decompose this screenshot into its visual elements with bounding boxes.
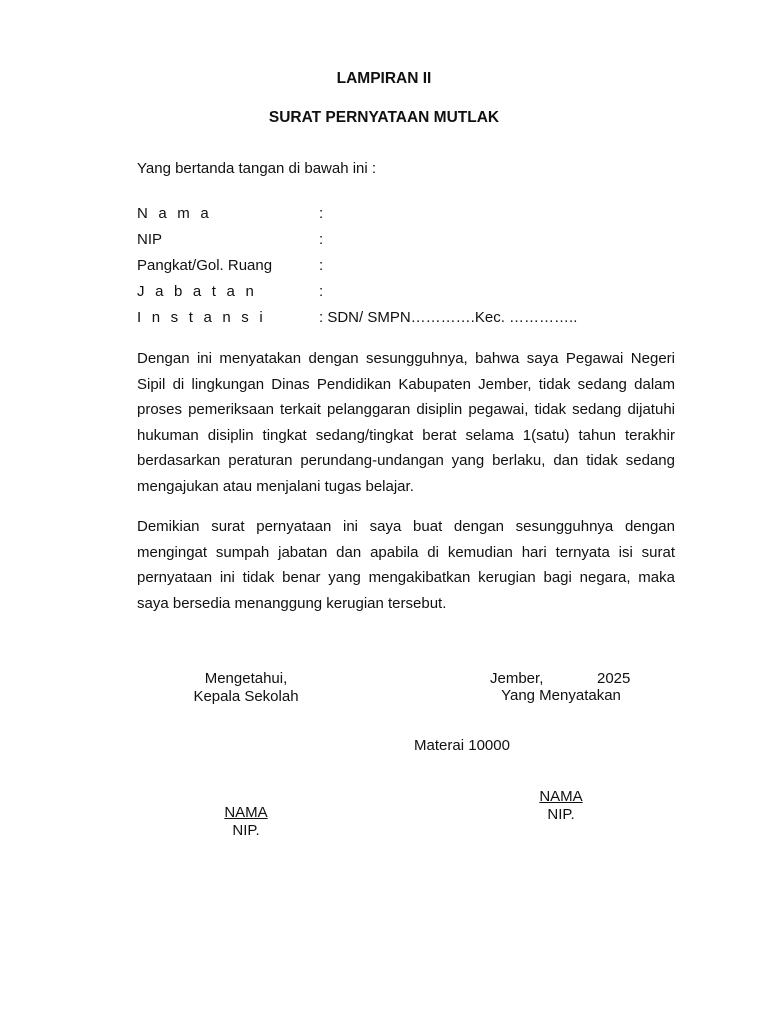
left-signature-header	[176, 670, 316, 706]
intro-text: Yang bertanda tangan di bawah ini :	[137, 160, 377, 177]
statement-paragraph: Dengan ini menyatakan dengan sesungguhnya, bahwa saya Pegawai Negeri Sipil di lingkungan Dinas Pendidikan Kabupaten Jember, tidak sedang dalam proses pemeriksaan terkait pelanggaran disiplin pegawai, tidak sedang dijatuhi hukuman disiplin tingkat sedang/tingkat berat selama 1(satu) tahun terakhir berdasarkan peraturan perundang-undangan yang berlaku, dan tidak sedang mengajukan atau menjalani tugas belajar.	[137, 350, 675, 495]
place-date	[490, 670, 631, 687]
declarant-nip: NIP.	[547, 806, 575, 823]
field-value-nama: :	[319, 205, 324, 222]
place-label: Jember,	[490, 670, 544, 687]
field-label-nama: N a m a	[137, 205, 212, 222]
statement-title: SURAT PERNYATAAN MUTLAK	[268, 109, 500, 126]
closing-paragraph: Demikian surat pernyataan ini saya buat dengan sesungguhnya dengan mengingat sumpah jabatan dan apabila di kemudian hari ternyata isi surat pernyataan ini tidak benar yang mengakibatkan kerugian bagi negara, maka saya bersedia menanggung kerugian tersebut.	[137, 518, 675, 612]
field-label-instansi: I n s t a n s i	[137, 309, 266, 326]
field-value-pangkat: :	[319, 257, 324, 274]
principal-title: Kepala Sekolah	[193, 688, 299, 705]
field-label-pangkat: Pangkat/Gol. Ruang	[137, 257, 273, 274]
field-label-nip: NIP	[137, 231, 163, 248]
left-signature-footer	[196, 804, 296, 840]
principal-nip: NIP.	[232, 822, 260, 839]
stamp-duty-label: Materai 10000	[414, 737, 510, 754]
acknowledged-label: Mengetahui,	[204, 670, 288, 687]
field-value-nip: :	[319, 231, 324, 248]
attachment-title: LAMPIRAN II	[336, 70, 432, 87]
principal-name: NAMA	[224, 804, 268, 821]
declarant-title: Yang Menyatakan	[501, 687, 621, 704]
declarant-name: NAMA	[539, 788, 583, 805]
field-value-jabatan: :	[319, 283, 324, 300]
year-label: 2025	[597, 670, 631, 687]
field-value-instansi: : SDN/ SMPN………….Kec. …………..	[319, 309, 578, 326]
right-signature-footer	[511, 788, 611, 824]
field-label-jabatan: J a b a t a n	[137, 283, 257, 300]
